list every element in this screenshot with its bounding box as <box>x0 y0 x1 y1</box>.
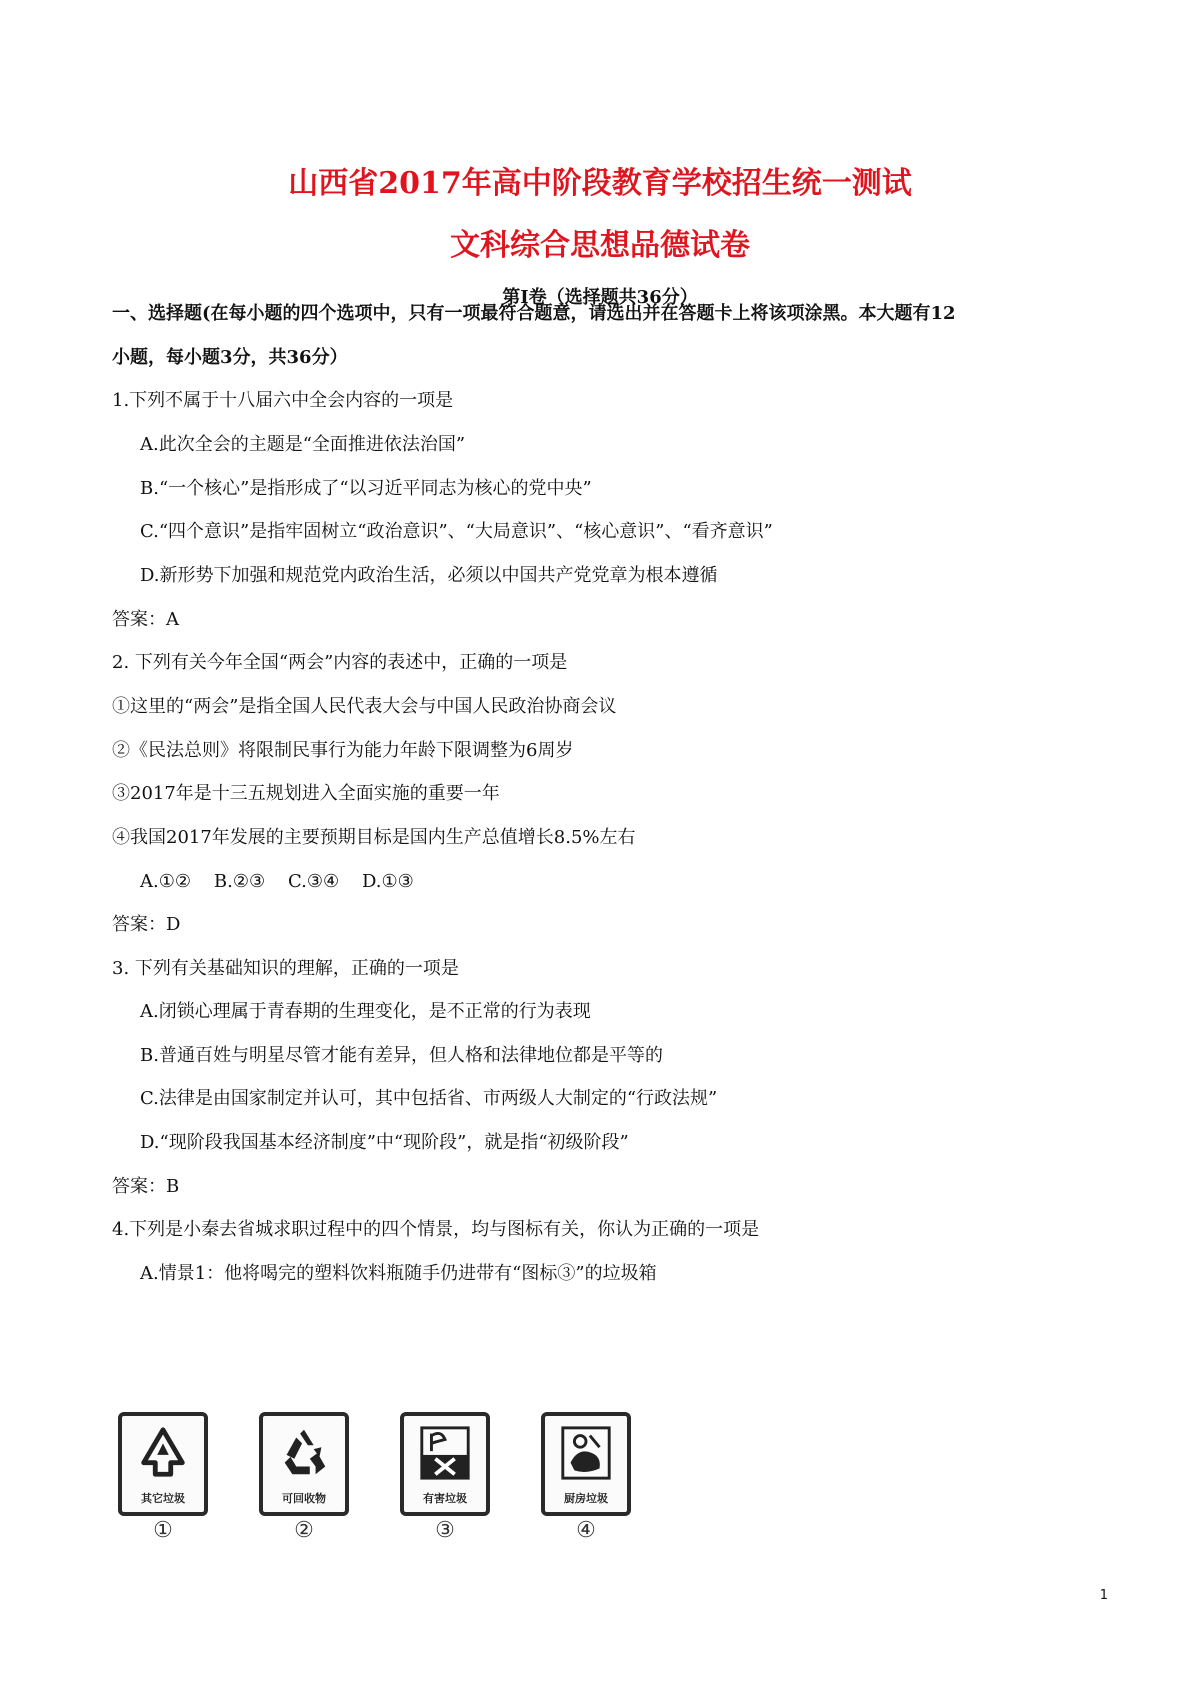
question-3-answer: 答案：B <box>112 1176 180 1197</box>
question-1-stem: 1.下列不属于十八届六中全会内容的一项是 <box>112 390 454 411</box>
waste-icon-number: ① <box>153 1518 173 1543</box>
waste-icon-card-4 <box>535 1412 639 1544</box>
page-number: 1 <box>1099 1588 1108 1603</box>
waste-icon-label: 可回收物 <box>282 1492 326 1505</box>
question-2-statement-4: ④我国2017年发展的主要预期目标是国内生产总值增长8.5%左右 <box>112 827 636 848</box>
recyclable-icon <box>275 1424 333 1482</box>
part-heading: 第Ⅰ卷（选择题共36分） <box>502 287 698 308</box>
question-1-answer: 答案：A <box>112 609 179 630</box>
question-3-option-c: C.法律是由国家制定并认可，其中包括省、市两级人大制定的“行政法规” <box>140 1088 718 1109</box>
waste-icon-number: ④ <box>576 1518 596 1543</box>
waste-icon-number: ② <box>294 1518 314 1543</box>
waste-icons-figure <box>112 1412 672 1544</box>
waste-icon-label: 厨房垃圾 <box>564 1492 608 1505</box>
question-3-option-a: A.闭锁心理属于青春期的生理变化，是不正常的行为表现 <box>140 1001 591 1022</box>
question-2-stem: 2. 下列有关今年全国“两会”内容的表述中，正确的一项是 <box>112 652 568 673</box>
question-1-option-d: D.新形势下加强和规范党内政治生活，必须以中国共产党党章为根本遵循 <box>140 565 718 586</box>
question-3-stem: 3. 下列有关基础知识的理解，正确的一项是 <box>112 958 459 979</box>
waste-icon-label: 其它垃圾 <box>141 1492 185 1505</box>
waste-sign-frame <box>118 1412 208 1516</box>
exam-subtitle: 文科综合思想品德试卷 <box>450 228 750 263</box>
hazardous-waste-icon <box>416 1424 474 1482</box>
question-3-option-b: B.普通百姓与明星尽管才能有差异，但人格和法律地位都是平等的 <box>140 1045 663 1066</box>
section-instruction-line1: 一、选择题(在每小题的四个选项中，只有一项最符合题意，请选出并在答题卡上将该项涂黑。本大题有12 <box>112 303 956 324</box>
waste-sign-frame <box>400 1412 490 1516</box>
question-2-choices: A.①② B.②③ C.③④ D.①③ <box>140 871 414 892</box>
waste-icon-number: ③ <box>435 1518 455 1543</box>
waste-icon-card-3 <box>394 1412 498 1544</box>
question-2-statement-2: ②《民法总则》将限制民事行为能力年龄下限调整为6周岁 <box>112 740 574 761</box>
question-2-answer: 答案：D <box>112 914 181 935</box>
question-2-statement-1: ①这里的“两会”是指全国人民代表大会与中国人民政治协商会议 <box>112 696 617 717</box>
waste-icon-card-2 <box>253 1412 357 1544</box>
waste-icon-label: 有害垃圾 <box>423 1492 467 1505</box>
exam-title: 山西省2017年高中阶段教育学校招生统一测试 <box>288 166 912 201</box>
waste-sign-frame <box>541 1412 631 1516</box>
question-1-option-a: A.此次全会的主题是“全面推进依法治国” <box>140 434 466 455</box>
question-3-option-d: D.“现阶段我国基本经济制度”中“现阶段”，就是指“初级阶段” <box>140 1132 629 1153</box>
kitchen-waste-icon <box>557 1424 615 1482</box>
question-2-statement-3: ③2017年是十三五规划进入全面实施的重要一年 <box>112 783 500 804</box>
other-waste-icon <box>134 1424 192 1482</box>
question-4-option-a: A.情景1：他将喝完的塑料饮料瓶随手仍进带有“图标③”的垃圾箱 <box>140 1263 657 1284</box>
question-1-option-c: C.“四个意识”是指牢固树立“政治意识”、“大局意识”、“核心意识”、“看齐意识” <box>140 521 773 542</box>
question-4-stem: 4.下列是小秦去省城求职过程中的四个情景，均与图标有关，你认为正确的一项是 <box>112 1219 760 1240</box>
section-instruction-line2: 小题，每小题3分，共36分） <box>112 347 348 368</box>
waste-sign-frame <box>259 1412 349 1516</box>
question-1-option-b: B.“一个核心”是指形成了“以习近平同志为核心的党中央” <box>140 478 592 499</box>
waste-icon-card-1 <box>112 1412 216 1544</box>
